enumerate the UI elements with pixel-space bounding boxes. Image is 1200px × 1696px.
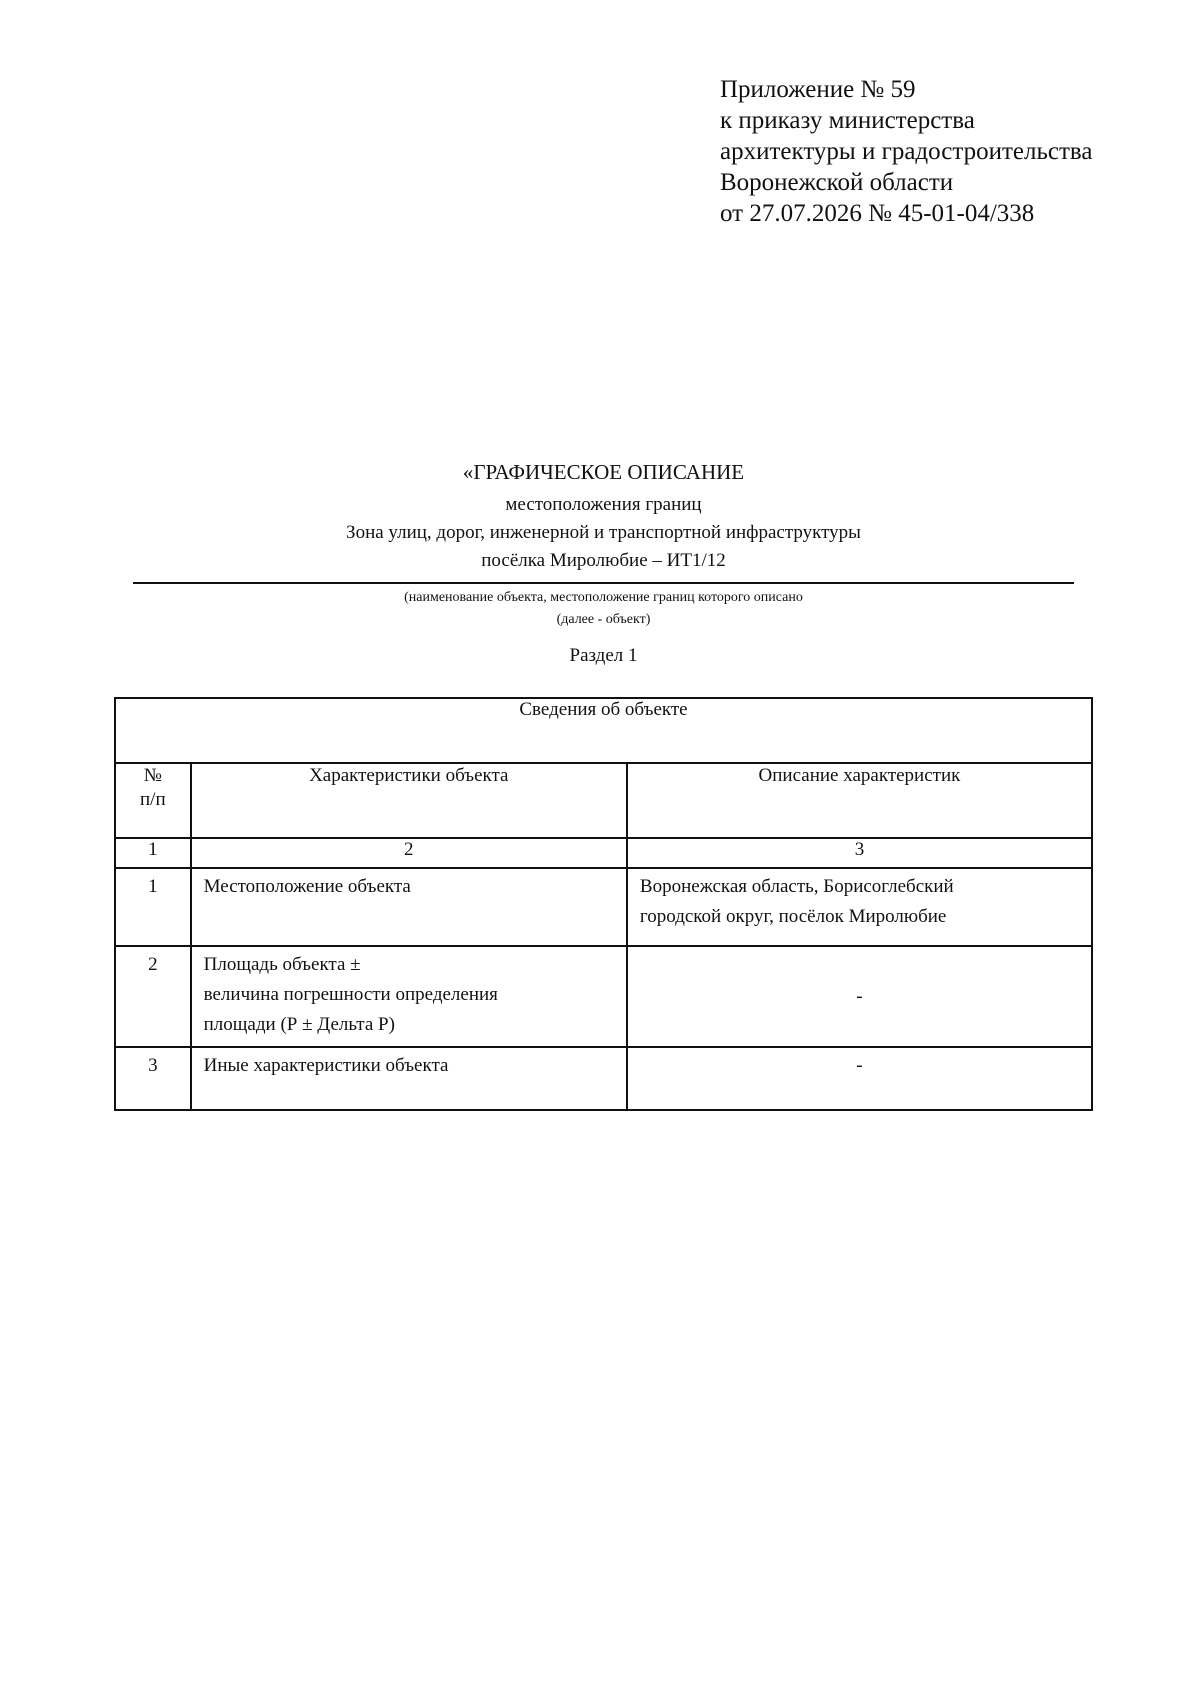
characteristic-line: величина погрешности определения xyxy=(203,984,498,1005)
appendix-region: Воронежской области xyxy=(720,169,954,196)
appendix-ministry: архитектуры и градостроительства xyxy=(720,138,1093,165)
caption-note-line-2: (далее - объект) xyxy=(556,612,651,627)
appendix-number: Приложение № 59 xyxy=(720,76,916,103)
table-row xyxy=(115,868,1092,946)
table-row xyxy=(115,1047,1092,1110)
characteristic-line: площади (Р ± Дельта Р) xyxy=(203,1014,395,1035)
column-index-cell: 3 xyxy=(627,838,1092,868)
object-name-line-1: Зона улиц, дорог, инженерной и транспортной инфраструктуры xyxy=(346,522,861,543)
characteristic-line: Площадь объекта ± xyxy=(203,954,361,975)
title-block xyxy=(133,458,1074,669)
object-name-line-2: посёлка Миролюбие – ИТ1/12 xyxy=(481,550,726,571)
row-description: - xyxy=(627,946,1092,1047)
document-subtitle: местоположения границ xyxy=(505,494,702,515)
row-characteristic xyxy=(191,946,627,1047)
caption-note-line-1: (наименование объекта, местоположение границ которого описано xyxy=(404,590,803,605)
characteristic-line: Иные характеристики объекта xyxy=(203,1055,449,1076)
underline-rule xyxy=(133,582,1074,584)
column-header-number-line-2: п/п xyxy=(140,789,166,810)
row-characteristic xyxy=(191,1047,627,1110)
column-index-row xyxy=(115,838,1092,868)
column-index-cell: 2 xyxy=(191,838,627,868)
row-characteristic xyxy=(191,868,627,946)
column-header-row xyxy=(115,763,1092,838)
characteristic-line: Местоположение объекта xyxy=(203,876,411,897)
row-description: - xyxy=(627,1047,1092,1110)
row-number: 3 xyxy=(115,1047,191,1110)
column-header-description: Описание характеристик xyxy=(627,763,1092,838)
row-description xyxy=(627,868,1092,946)
appendix-date-number: от 27.07.2026 № 45-01-04/338 xyxy=(720,200,1035,227)
section-title: Раздел 1 xyxy=(569,645,638,666)
appendix-order-ref: к приказу министерства xyxy=(720,107,975,134)
table-row xyxy=(115,946,1092,1047)
column-index-cell: 1 xyxy=(115,838,191,868)
appendix-header xyxy=(720,74,1092,229)
row-number: 2 xyxy=(115,946,191,1047)
object-info-table xyxy=(114,697,1093,1111)
description-line: Воронежская область, Борисоглебский xyxy=(639,876,954,897)
row-number: 1 xyxy=(115,868,191,946)
document-title: «ГРАФИЧЕСКОЕ ОПИСАНИЕ xyxy=(462,460,745,484)
description-line: городской округ, посёлок Миролюбие xyxy=(639,906,947,927)
column-header-number-line-1: № xyxy=(143,765,162,786)
table-caption: Сведения об объекте xyxy=(115,698,1092,763)
column-header-characteristics: Характеристики объекта xyxy=(191,763,627,838)
table-caption-row xyxy=(115,698,1092,763)
column-header-number xyxy=(115,763,191,838)
